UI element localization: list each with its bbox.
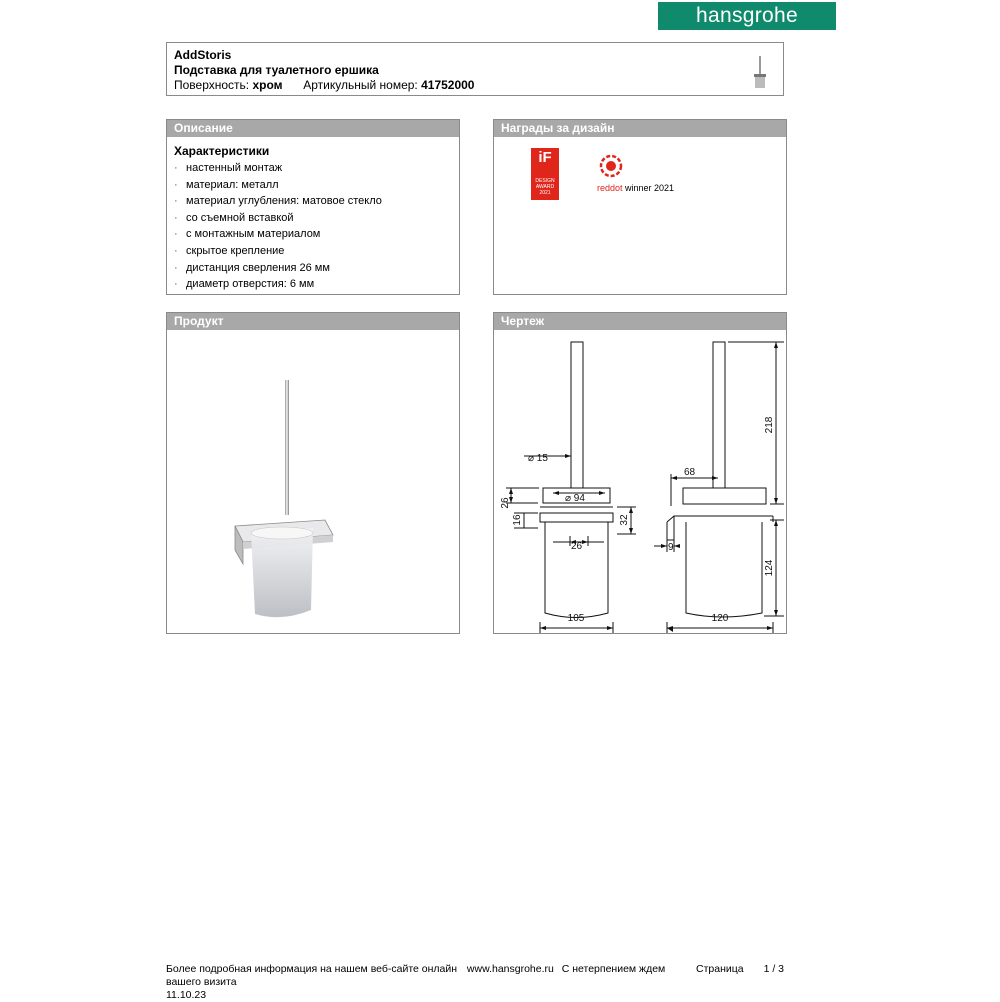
footer-date: 11.10.23 <box>166 989 207 1001</box>
awards-title: Награды за дизайн <box>494 120 786 137</box>
article-value: 41752000 <box>421 78 475 92</box>
dim-w26: 26 <box>571 541 583 552</box>
dim-h218: 218 <box>764 416 775 434</box>
product-image <box>167 330 459 633</box>
page-footer <box>166 963 785 1002</box>
dim-w105: 105 <box>567 613 585 624</box>
list-item: · материал углубления: матовое стекло <box>174 195 382 208</box>
dim-w9: 9 <box>668 542 674 553</box>
footer-text: Более подробная информация на нашем веб-сайте онлайн <box>166 963 458 975</box>
dim-h32: 32 <box>619 514 630 526</box>
product-header <box>166 42 784 96</box>
dim-d94: ⌀ 94 <box>565 493 585 504</box>
product-meta <box>174 78 474 92</box>
reddot-award-icon <box>598 153 624 179</box>
dim-w120: 120 <box>711 613 729 624</box>
list-item: · с монтажным материалом <box>174 228 321 241</box>
if-design-award-logo: iF DESIGN AWARD 2021 <box>531 148 559 200</box>
features-title: Характеристики <box>174 144 270 158</box>
list-item: · диаметр отверстия: 6 мм <box>174 278 315 291</box>
dim-h124: 124 <box>764 559 775 577</box>
list-item: · настенный монтаж <box>174 162 283 174</box>
footer-tail: С нетерпением ждем <box>561 963 666 975</box>
product-name: Подставка для туалетного ершика <box>174 63 379 77</box>
hansgrohe-logo: hansgrohe <box>658 2 836 30</box>
list-item: · дистанция сверления 26 мм <box>174 261 330 274</box>
article-label: Артикульный номер: <box>303 78 418 92</box>
collection-name: AddStoris <box>174 48 232 62</box>
reddot-award-caption: reddot winner 2021 <box>597 183 675 193</box>
technical-drawing <box>494 330 786 633</box>
surface-value: хром <box>252 78 283 92</box>
footer-line-2: вашего визита <box>166 976 237 988</box>
list-item: · скрытое крепление <box>174 244 285 257</box>
dim-w68: 68 <box>684 467 696 478</box>
list-item: · материал: металл <box>174 178 279 191</box>
product-title: Продукт <box>167 313 459 330</box>
product-thumbnail-icon <box>748 54 772 90</box>
page-indicator: Страница 1 / 3 <box>696 963 785 975</box>
description-title: Описание <box>167 120 459 137</box>
dim-h16: 16 <box>512 514 523 526</box>
drawing-panel <box>493 312 787 634</box>
awards-panel <box>493 119 787 295</box>
description-panel <box>166 119 460 295</box>
surface-label: Поверхность: <box>174 78 250 92</box>
website-link[interactable]: www.hansgrohe.ru <box>466 963 554 975</box>
dim-h26: 26 <box>500 497 511 509</box>
dim-d15: ⌀ 15 <box>528 453 548 464</box>
list-item: · со съемной вставкой <box>174 211 294 224</box>
drawing-title: Чертеж <box>494 313 786 330</box>
features-list <box>174 160 382 293</box>
product-panel <box>166 312 460 634</box>
